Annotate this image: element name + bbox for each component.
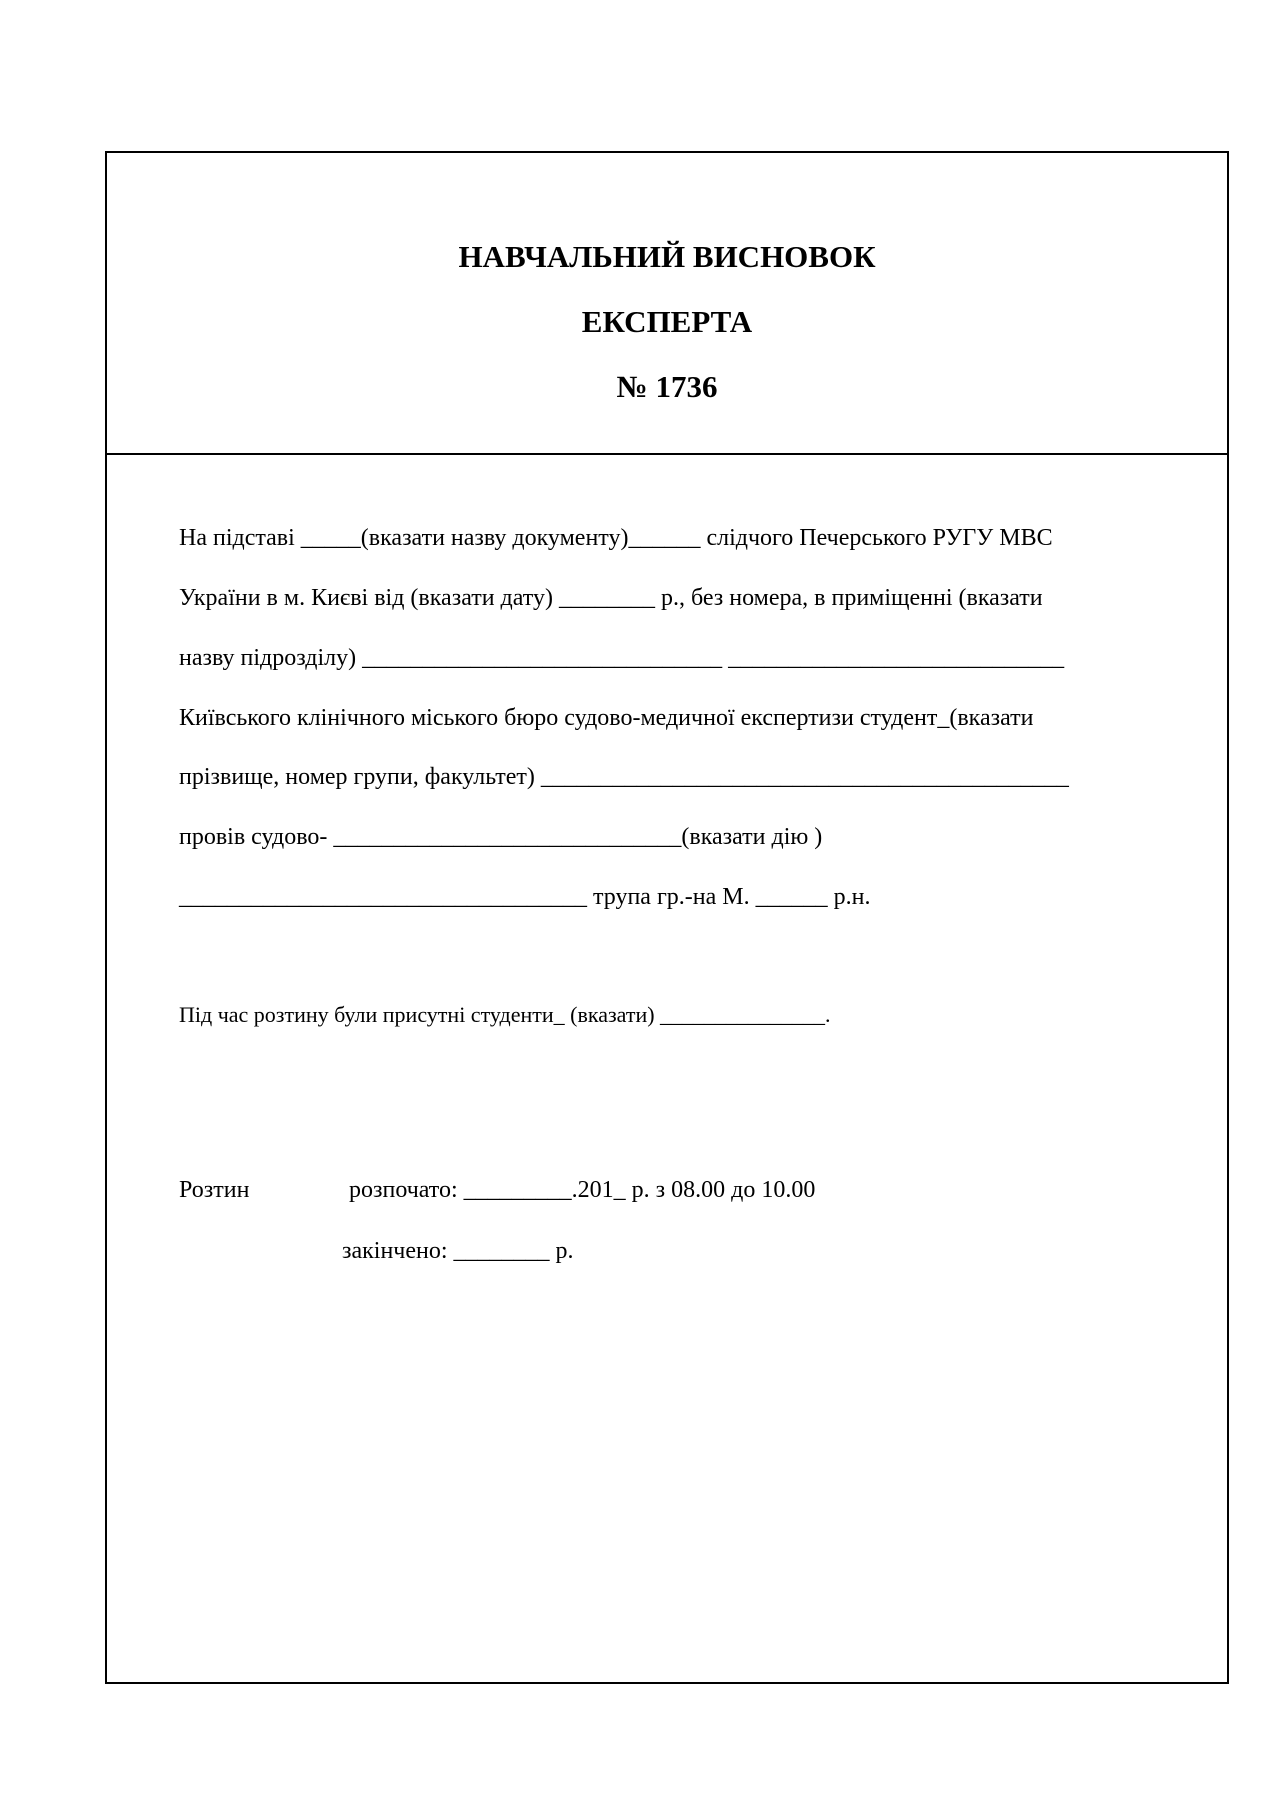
- student-info-line: прізвище, номер групи, факультет) ____________________________________________: [179, 764, 1069, 790]
- department-line: назву підрозділу) ______________________________ ____________________________: [179, 645, 1065, 671]
- autopsy-label: Розтин: [179, 1177, 250, 1203]
- autopsy-start-row: [179, 1175, 815, 1205]
- action-line: провів судово- _____________________________(вказати дію ): [179, 824, 823, 850]
- basis-line: На підставі _____(вказати назву документу)______ слідчого Печерського РУГУ МВС: [179, 525, 1053, 551]
- attendees-line: Під час розтину були присутні студенти_ (вказати) _______________.: [179, 1002, 831, 1027]
- document-header: [107, 153, 1227, 455]
- autopsy-finished: закінчено: ________ р.: [342, 1238, 574, 1264]
- bureau-line: Київського клінічного міського бюро судово-медичної експертизи студент_(вказати: [179, 705, 1034, 731]
- document-frame: [105, 151, 1229, 1684]
- document-title: НАВЧАЛЬНИЙ ВИСНОВОК: [458, 239, 876, 274]
- document-number: № 1736: [616, 369, 718, 404]
- corpse-line: __________________________________ трупа гр.-на М. ______ р.н.: [179, 884, 871, 910]
- document-subtitle: ЕКСПЕРТА: [581, 304, 753, 339]
- date-location-line: України в м. Києві від (вказати дату) ________ р., без номера, в приміщенні (вказати: [179, 585, 1043, 611]
- autopsy-started: розпочато: _________.201_ р. з 08.00 до 10.00: [349, 1177, 816, 1203]
